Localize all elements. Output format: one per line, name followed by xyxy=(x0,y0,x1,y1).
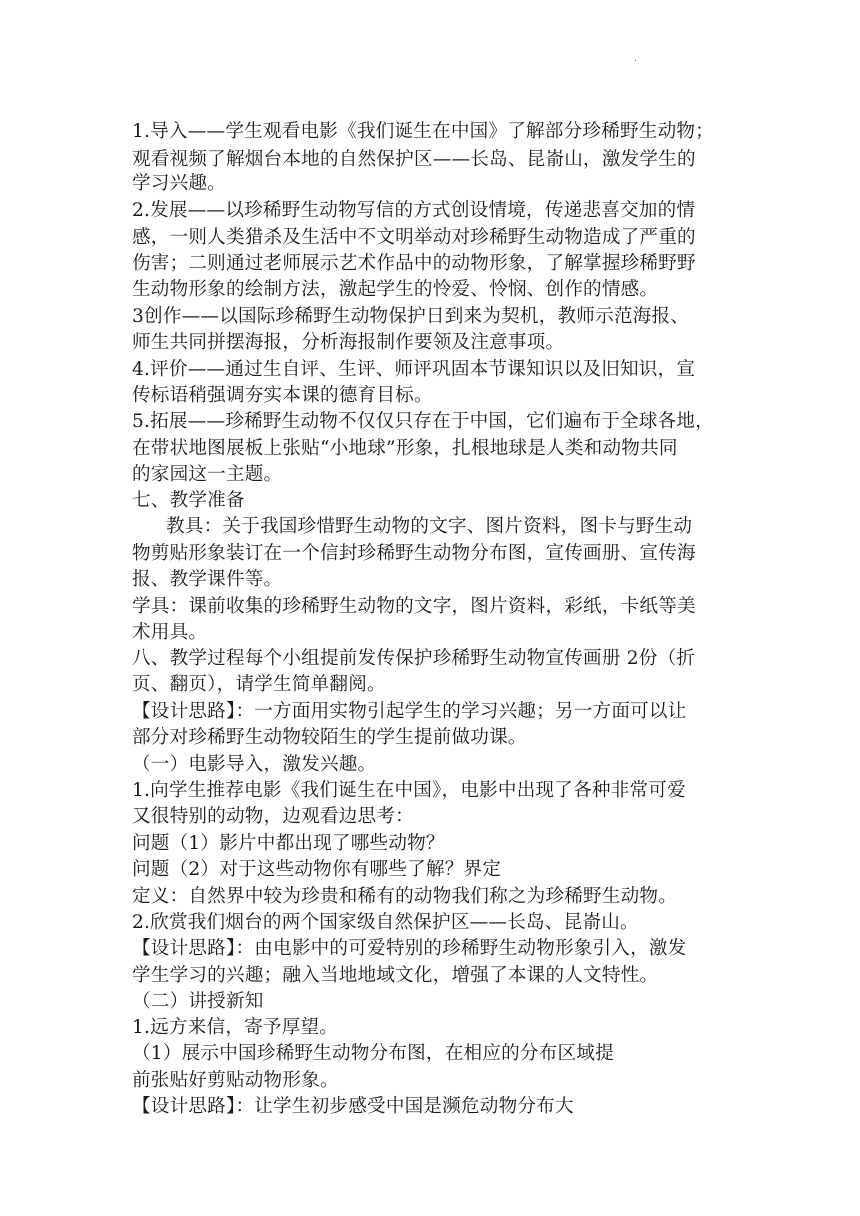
text-line: 2.发展——以珍稀野生动物写信的方式创设情境，传递悲喜交加的情 xyxy=(132,200,696,221)
text-line: 页、翻页），请学生简单翻阅。 xyxy=(132,674,386,695)
text-line: 3创作——以国际珍稀野生动物保护日到来为契机，教师示范海报、 xyxy=(132,306,690,327)
text-line: 前张贴好剪贴动物形象。 xyxy=(132,1070,339,1091)
text-line: 学生学习的兴趣；融入当地地域文化，增强了本课的人文特性。 xyxy=(132,965,659,986)
text-line: （一）电影导入，激发兴趣。 xyxy=(132,754,377,775)
header-mark: · xyxy=(634,56,638,67)
text-line: 观看视频了解烟台本地的自然保护区——长岛、昆嵛山，激发学生的 xyxy=(132,149,696,170)
text-line: 师生共同拼摆海报，分析海报制作要领及注意事项。 xyxy=(132,332,565,353)
text-line: 七、教学准备 xyxy=(132,490,245,511)
text-line: 感，一则人类猎杀及生活中不文明举动对珍稀野生动物造成了严重的 xyxy=(132,227,696,248)
text-line: 【设计思路】：让学生初步感受中国是濒危动物分布大 xyxy=(132,1096,574,1117)
text-line: 【设计思路】：由电影中的可爱特别的珍稀野生动物形象引入，激发 xyxy=(132,938,687,959)
text-line: 报、教学课件等。 xyxy=(132,569,283,590)
text-line: 定义：自然界中较为珍贵和稀有的动物我们称之为珍稀野生动物。 xyxy=(132,886,678,907)
text-line: 在带状地图展板上张贴“小地球”形象，扎根地球是人类和动物共同 xyxy=(132,438,678,459)
text-line: 伤害；二则通过老师展示艺术作品中的动物形象，了解掌握珍稀野野 xyxy=(132,253,696,274)
text-line: 又很特别的动物，边观看边思考： xyxy=(132,806,414,827)
text-line: 【设计思路】：一方面用实物引起学生的学习兴趣；另一方面可以让 xyxy=(132,701,687,722)
text-line: 八、教学过程每个小组提前发传保护珍稀野生动物宣传画册 2份（折 xyxy=(132,648,696,669)
text-line: 物剪贴形象装订在一个信封珍稀野生动物分布图，宣传画册、宣传海 xyxy=(132,543,696,564)
text-line: 生动物形象的绘制方法，激起学生的怜爱、怜悯、创作的情感。 xyxy=(132,279,659,300)
text-line: 2.欣赏我们烟台的两个国家级自然保护区——长岛、昆嵛山。 xyxy=(132,912,639,933)
text-line: 1.向学生推荐电影《我们诞生在中国》，电影中出现了各种非常可爱 xyxy=(132,780,686,801)
text-line: 1.远方来信，寄予厚望。 xyxy=(132,1017,339,1038)
text-line: 学习兴趣。 xyxy=(132,173,226,194)
text-line: 教具：关于我国珍惜野生动物的文字、图片资料，图卡与野生动 xyxy=(166,516,693,537)
text-line: 传标语稍强调夯实本课的德育目标。 xyxy=(132,385,433,406)
text-line: 问题（2）对于这些动物你有哪些了解？界定 xyxy=(132,859,502,880)
text-line: （1）展示中国珍稀野生动物分布图，在相应的分布区域提 xyxy=(132,1043,614,1064)
text-line: 术用具。 xyxy=(132,622,208,643)
text-line: 4.评价——通过生自评、生评、师评巩固本节课知识以及旧知识，宣 xyxy=(132,359,696,380)
text-line: 1.导入——学生观看电影《我们诞生在中国》了解部分珍稀野生动物； xyxy=(132,121,714,142)
text-line: 5.拓展——珍稀野生动物不仅仅只存在于中国，它们遍布于全球各地， xyxy=(132,411,714,432)
text-line: 部分对珍稀野生动物较陌生的学生提前做功课。 xyxy=(132,727,527,748)
text-line: （二）讲授新知 xyxy=(132,991,264,1012)
text-line: 问题（1）影片中都出现了哪些动物？ xyxy=(132,833,445,854)
text-line: 学具：课前收集的珍稀野生动物的文字，图片资料，彩纸，卡纸等美 xyxy=(132,596,696,617)
text-line: 的家园这一主题。 xyxy=(132,464,283,485)
